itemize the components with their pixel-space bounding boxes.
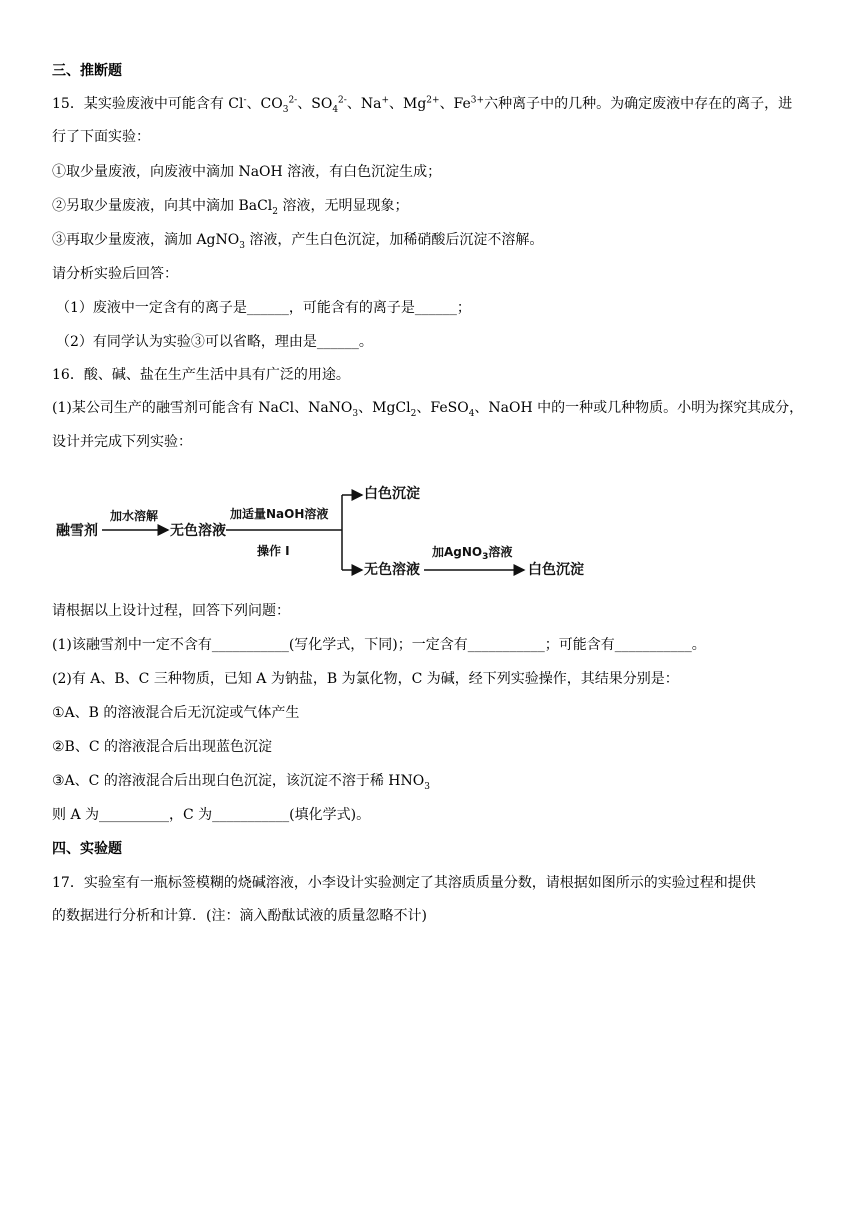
q15-step1: ①取少量废液，向废液中滴加 NaOH 溶液，有白色沉淀生成； <box>52 164 442 180</box>
node-out-bottom: 白色沉淀 <box>528 562 584 578</box>
q16-ans: 则 A 为__________，C 为___________(填化学式)。 <box>52 807 371 823</box>
q15-line2: 行了下面实验： <box>52 129 150 145</box>
q16-line1: 16．酸、碱、盐在生产生活中具有广泛的用途。 <box>52 367 350 383</box>
q16-p1-line2: 设计并完成下列实验： <box>52 434 192 450</box>
q16-a1: (1)该融雪剂中一定不含有___________(写化学式，下同)；一定含有___________；可能含有___________。 <box>52 637 706 653</box>
q15-step2: ②另取少量废液，向其中滴加 BaCl$_2$ 溶液，无明显现象； <box>52 198 409 217</box>
section-4-title: 四、实验题 <box>52 841 122 857</box>
node-start: 融雪剂 <box>56 523 98 539</box>
step3-label: 加AgNO$_3$溶液 <box>432 545 513 562</box>
node-out-top: 白色沉淀 <box>364 486 420 502</box>
q15-sub1: （1）废液中一定含有的离子是______，可能含有的离子是______； <box>56 300 471 316</box>
q16-c2: ②B、C 的溶液混合后出现蓝色沉淀 <box>52 739 273 755</box>
q17-line2: 的数据进行分析和计算．(注：滴入酚酞试液的质量忽略不计) <box>52 908 427 924</box>
q15-step3: ③再取少量废液，滴加 AgNO$_3$ 溶液，产生白色沉淀，加稀硝酸后沉淀不溶解。 <box>52 232 544 251</box>
q16-c1: ①A、B 的溶液混合后无沉淀或气体产生 <box>52 705 300 721</box>
flow-diagram <box>52 470 592 582</box>
q17-line1: 17．实验室有一瓶标签模糊的烧碱溶液，小李设计实验测定了其溶质质量分数，请根据如图所示的实验过程和提供 <box>52 875 756 891</box>
q16-p1-line1: (1)某公司生产的融雪剂可能含有 NaCl、NaNO$_3$、MgCl$_2$、FeSO$_4$、NaOH 中的一种或几种物质。小明为探究其成分， <box>52 400 804 419</box>
q16-a2: (2)有 A、B、C 三种物质，已知 A 为钠盐，B 为氯化物，C 为碱，经下列实验操作，其结果分别是： <box>52 671 679 687</box>
q16-c3: ③A、C 的溶液混合后出现白色沉淀，该沉淀不溶于稀 $HNO_3$ <box>52 773 430 792</box>
step2-sublabel: 操作 I <box>257 544 290 558</box>
q15-line1: 15．某实验废液中可能含有 Cl-、$CO_3^{2-}$、$SO_4^{2-}$、Na+、$Mg^{2+}$、$Fe^{3+}$六种离子中的几种。为确定废液中存在的离子，进 <box>52 95 793 115</box>
q15-sub2: （2）有同学认为实验③可以省略，理由是______。 <box>56 334 373 350</box>
node-mid1: 无色溶液 <box>170 523 226 539</box>
q15-prompt: 请分析实验后回答： <box>52 266 178 282</box>
section-3-title: 三、推断题 <box>52 63 122 79</box>
step2-label: 加适量NaOH溶液 <box>230 507 329 521</box>
q16-prompt: 请根据以上设计过程，回答下列问题： <box>52 603 290 619</box>
step1-label: 加水溶解 <box>110 509 159 523</box>
node-mid2: 无色溶液 <box>364 562 420 578</box>
